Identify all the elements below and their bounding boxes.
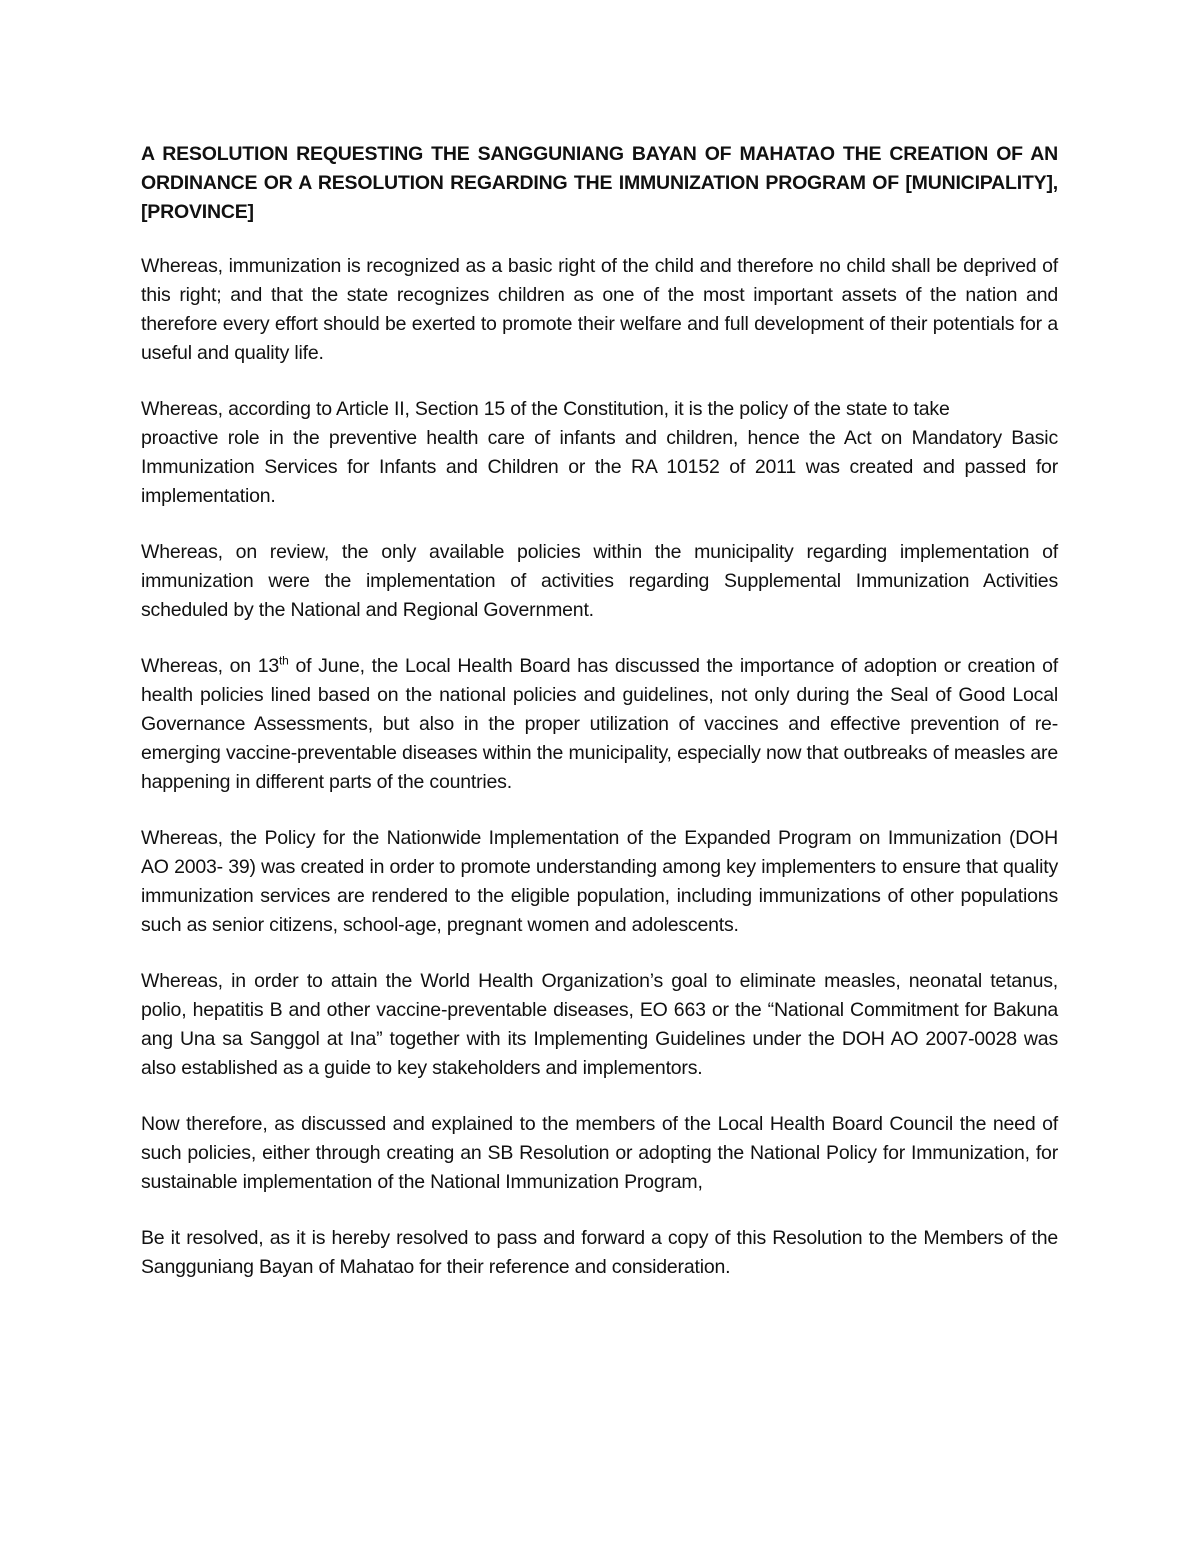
paragraph-whereas-2-line-2: proactive role in the preventive health care of infants and children, hence the Act on Mandatory Basic Immunization Services for Infants and Children or the RA 10152 of 2011 was created and passed for implementation.	[141, 427, 1058, 507]
paragraph-whereas-6: Whereas, in order to attain the World Health Organization’s goal to eliminate measles, neonatal tetanus, polio, hepatitis B and other vaccine-preventable diseases, EO 663 or the “National Commitment for Bakuna ang Una sa Sanggol at Ina” together with its Implementing Guidelines under the DOH AO 2007-0028 was also established as a guide to key stakeholders and implementors.	[141, 970, 1058, 1079]
paragraph-whereas-4-end: of June, the Local Health Board has discussed the importance of adoption or creation of health policies lined based on the national policies and guidelines, not only during the Seal of Good Local Governance Assessments, but also in the proper utilization of vaccines and effective prevention of re-emerging vaccine-preventable diseases within the municipality, especially now that outbreaks of measles are happening in different parts of the countries.	[141, 655, 1058, 793]
ordinal-superscript: th	[279, 653, 289, 668]
document-title: A RESOLUTION REQUESTING THE SANGGUNIANG BAYAN OF MAHATAO THE CREATION OF AN ORDINANCE OR A RESOLUTION REGARDING THE IMMUNIZATION PROGRAM OF [MUNICIPALITY], [PROVINCE]	[141, 143, 1058, 223]
document-page	[141, 140, 1058, 1309]
paragraph-whereas-1: Whereas, immunization is recognized as a basic right of the child and therefore no child shall be deprived of this right; and that the state recognizes children as one of the most important assets of the nation and therefore every effort should be exerted to promote their welfare and full development of their potentials for a useful and quality life.	[141, 255, 1058, 364]
paragraph-now-therefore: Now therefore, as discussed and explained to the members of the Local Health Board Council the need of such policies, either through creating an SB Resolution or adopting the National Policy for Immunization, for sustainable implementation of the National Immunization Program,	[141, 1113, 1058, 1193]
paragraph-whereas-2	[141, 395, 1058, 511]
paragraph-be-it-resolved: Be it resolved, as it is hereby resolved to pass and forward a copy of this Resolution to the Members of the Sangguniang Bayan of Mahatao for their reference and consideration.	[141, 1227, 1058, 1278]
paragraph-whereas-3: Whereas, on review, the only available policies within the municipality regarding implementation of immunization were the implementation of activities regarding Supplemental Immunization Activities scheduled by the National and Regional Government.	[141, 541, 1058, 621]
paragraph-whereas-2-line-1: Whereas, according to Article II, Section 15 of the Constitution, it is the policy of the state to take	[141, 398, 950, 420]
paragraph-whereas-4-start: Whereas, on 13	[141, 655, 280, 677]
paragraph-whereas-4	[141, 652, 1058, 797]
paragraph-whereas-5: Whereas, the Policy for the Nationwide Implementation of the Expanded Program on Immunization (DOH AO 2003- 39) was created in order to promote understanding among key implementers to ensure that quality immunization services are rendered to the eligible population, including immunizations of other populations such as senior citizens, school-age, pregnant women and adolescents.	[141, 827, 1058, 936]
